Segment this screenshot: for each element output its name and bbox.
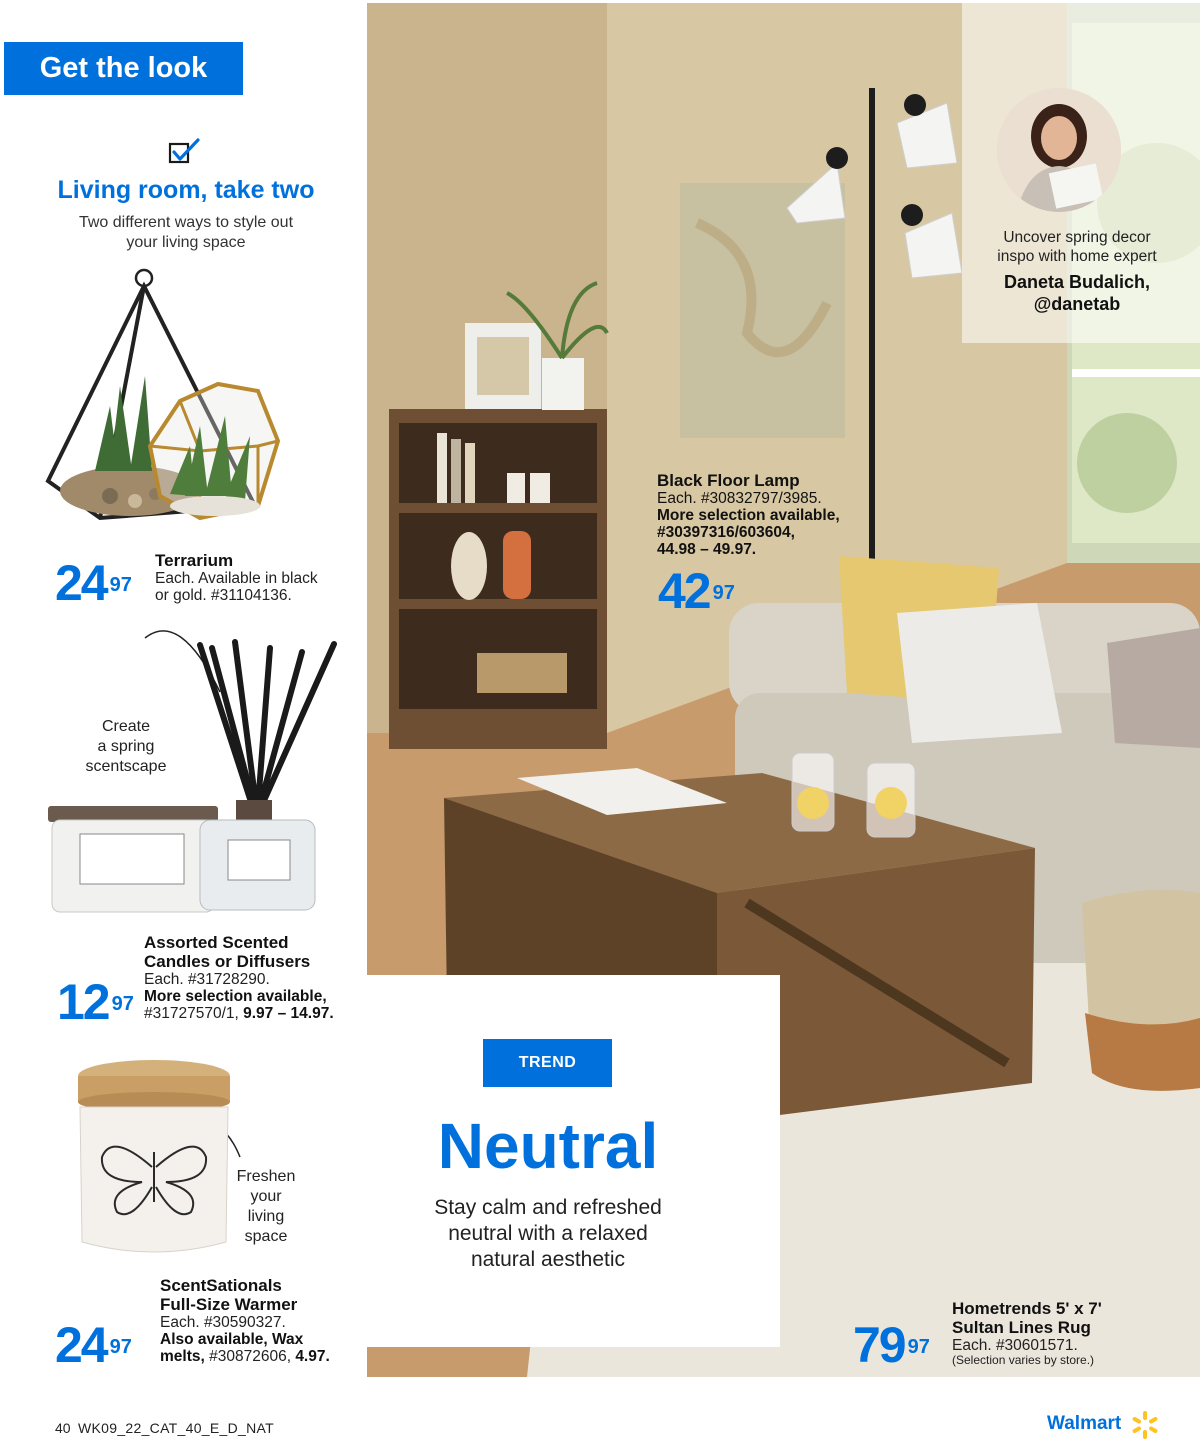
catalog-code: WK09_22_CAT_40_E_D_NAT bbox=[78, 1420, 274, 1436]
lamp-description: Black Floor Lamp Each. #30832797/3985. More selection available, #30397316/603604, 44.98 – 49.97. bbox=[657, 471, 840, 558]
trend-description: Stay calm and refreshed neutral with a relaxed natural aesthetic bbox=[434, 1196, 662, 1271]
banner-label: Get the look bbox=[39, 52, 208, 84]
rug-price: 79 $^{97}$ bbox=[853, 1317, 930, 1373]
expert-intro: Uncover spring decor inspo with home expert bbox=[997, 229, 1157, 265]
terrarium-description: Terrarium Each. Available in black or gold. #31104136. bbox=[155, 551, 318, 604]
page-number: 40 bbox=[55, 1420, 71, 1436]
candles-price: 12 $^{97}$ bbox=[57, 974, 134, 1030]
trend-title: Neutral bbox=[437, 1110, 659, 1182]
freshen-note: Freshen your living space bbox=[236, 1168, 296, 1245]
terrarium-image bbox=[40, 266, 310, 546]
section-title: Living room, take two bbox=[57, 176, 315, 204]
candles-description: Assorted Scented Candles or Diffusers Each. #31728290. More selection available, #31727570/1, 9.97 – 14.97. bbox=[144, 933, 334, 1022]
trend-badge: TREND bbox=[483, 1039, 612, 1087]
section-subtitle: Two different ways to style out your living space bbox=[78, 214, 294, 251]
checkbox-icon bbox=[168, 138, 202, 166]
get-the-look-banner bbox=[4, 42, 243, 95]
walmart-logo-text: Walmart bbox=[1047, 1413, 1122, 1434]
lamp-price: 42 $^{97}$ bbox=[658, 563, 735, 619]
expert-avatar bbox=[997, 88, 1121, 212]
warmer-price: 24 $^{97}$ bbox=[55, 1317, 132, 1373]
walmart-spark-icon bbox=[1130, 1410, 1160, 1440]
terrarium-price: 24 $^{97}$ bbox=[55, 555, 132, 611]
rug-description: Hometrends 5' x 7' Sultan Lines Rug Each. #30601571. (Selection varies by store.) bbox=[952, 1299, 1102, 1367]
expert-name: Daneta Budalich, @danetab bbox=[1003, 272, 1151, 314]
scentscape-note: Create a spring scentscape bbox=[85, 718, 167, 775]
warmer-description: ScentSationals Full-Size Warmer Each. #30590327. Also available, Wax melts, #30872606, 4.97. bbox=[160, 1276, 330, 1365]
